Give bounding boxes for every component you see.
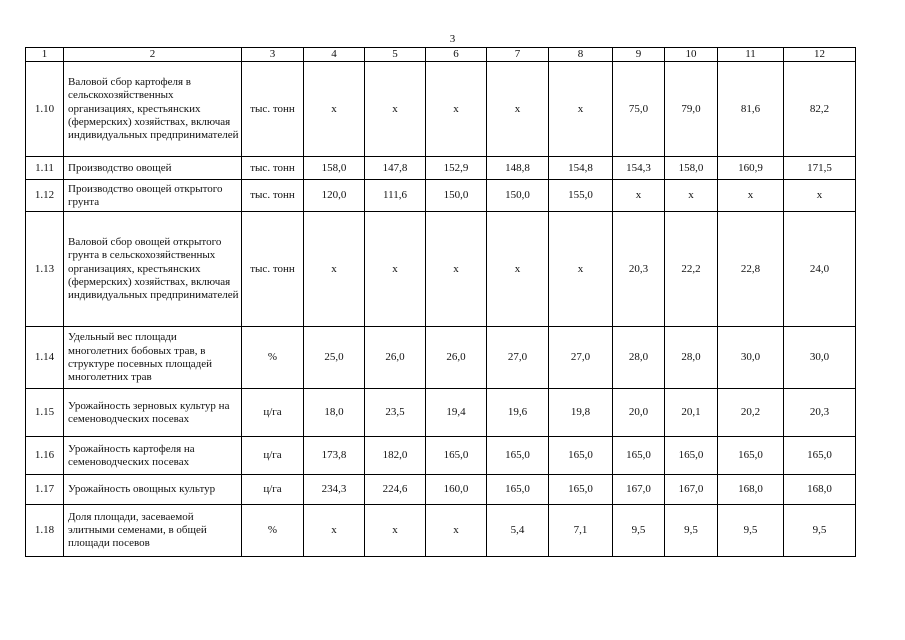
value-cell: x bbox=[426, 62, 487, 157]
value-cell: 20,3 bbox=[784, 389, 856, 437]
unit-cell: тыс. тонн bbox=[242, 62, 304, 157]
value-cell: 81,6 bbox=[718, 62, 784, 157]
value-cell: 167,0 bbox=[665, 475, 718, 505]
column-header: 2 bbox=[64, 48, 242, 62]
column-header: 1 bbox=[26, 48, 64, 62]
column-header: 3 bbox=[242, 48, 304, 62]
row-number: 1.14 bbox=[26, 327, 64, 389]
unit-cell: % bbox=[242, 327, 304, 389]
table-row bbox=[26, 212, 856, 327]
unit-cell: тыс. тонн bbox=[242, 157, 304, 180]
page-number: 3 bbox=[449, 33, 456, 45]
value-cell: 27,0 bbox=[549, 327, 613, 389]
table-row bbox=[26, 180, 856, 212]
value-cell: x bbox=[304, 62, 365, 157]
value-cell: 26,0 bbox=[365, 327, 426, 389]
unit-cell: тыс. тонн bbox=[242, 212, 304, 327]
value-cell: 158,0 bbox=[304, 157, 365, 180]
value-cell: 19,6 bbox=[487, 389, 549, 437]
value-cell: 20,0 bbox=[613, 389, 665, 437]
value-cell: 165,0 bbox=[665, 437, 718, 475]
value-cell: 22,2 bbox=[665, 212, 718, 327]
value-cell: 30,0 bbox=[718, 327, 784, 389]
column-header: 9 bbox=[613, 48, 665, 62]
indicator-name: Удельный вес площади многолетних бобовых трав, в структуре посевных площадей многолетних трав bbox=[64, 327, 242, 389]
row-number: 1.13 bbox=[26, 212, 64, 327]
value-cell: x bbox=[365, 62, 426, 157]
value-cell: 18,0 bbox=[304, 389, 365, 437]
table-row bbox=[26, 389, 856, 437]
value-cell: 234,3 bbox=[304, 475, 365, 505]
unit-cell: % bbox=[242, 505, 304, 557]
value-cell: x bbox=[613, 180, 665, 212]
value-cell: 165,0 bbox=[784, 437, 856, 475]
value-cell: x bbox=[365, 212, 426, 327]
indicator-name: Производство овощей открытого грунта bbox=[64, 180, 242, 212]
column-header: 4 bbox=[304, 48, 365, 62]
row-number: 1.17 bbox=[26, 475, 64, 505]
value-cell: 79,0 bbox=[665, 62, 718, 157]
indicator-name: Производство овощей bbox=[64, 157, 242, 180]
indicator-name: Урожайность картофеля на семеноводческих посевах bbox=[64, 437, 242, 475]
value-cell: 158,0 bbox=[665, 157, 718, 180]
row-number: 1.10 bbox=[26, 62, 64, 157]
value-cell: 19,4 bbox=[426, 389, 487, 437]
column-header: 8 bbox=[549, 48, 613, 62]
value-cell: 168,0 bbox=[784, 475, 856, 505]
indicator-name: Урожайность зерновых культур на семеноводческих посевах bbox=[64, 389, 242, 437]
table-row bbox=[26, 437, 856, 475]
unit-cell: ц/га bbox=[242, 389, 304, 437]
value-cell: 182,0 bbox=[365, 437, 426, 475]
indicator-name: Урожайность овощных культур bbox=[64, 475, 242, 505]
value-cell: 19,8 bbox=[549, 389, 613, 437]
value-cell: 120,0 bbox=[304, 180, 365, 212]
value-cell: 75,0 bbox=[613, 62, 665, 157]
unit-cell: ц/га bbox=[242, 437, 304, 475]
value-cell: 168,0 bbox=[718, 475, 784, 505]
table-header-row bbox=[26, 48, 856, 62]
column-header: 11 bbox=[718, 48, 784, 62]
table-row bbox=[26, 157, 856, 180]
value-cell: 30,0 bbox=[784, 327, 856, 389]
column-header: 6 bbox=[426, 48, 487, 62]
value-cell: 150,0 bbox=[487, 180, 549, 212]
value-cell: 154,8 bbox=[549, 157, 613, 180]
value-cell: 165,0 bbox=[487, 437, 549, 475]
row-number: 1.15 bbox=[26, 389, 64, 437]
value-cell: 111,6 bbox=[365, 180, 426, 212]
value-cell: 155,0 bbox=[549, 180, 613, 212]
row-number: 1.12 bbox=[26, 180, 64, 212]
value-cell: 165,0 bbox=[549, 437, 613, 475]
value-cell: 152,9 bbox=[426, 157, 487, 180]
value-cell: 224,6 bbox=[365, 475, 426, 505]
value-cell: 150,0 bbox=[426, 180, 487, 212]
value-cell: x bbox=[665, 180, 718, 212]
unit-cell: ц/га bbox=[242, 475, 304, 505]
row-number: 1.11 bbox=[26, 157, 64, 180]
value-cell: x bbox=[426, 505, 487, 557]
value-cell: 165,0 bbox=[718, 437, 784, 475]
value-cell: x bbox=[304, 212, 365, 327]
value-cell: 9,5 bbox=[784, 505, 856, 557]
row-number: 1.16 bbox=[26, 437, 64, 475]
value-cell: 23,5 bbox=[365, 389, 426, 437]
value-cell: 20,3 bbox=[613, 212, 665, 327]
value-cell: 167,0 bbox=[613, 475, 665, 505]
value-cell: x bbox=[487, 212, 549, 327]
indicator-name: Доля площади, засеваемой элитными семенами, в общей площади посевов bbox=[64, 505, 242, 557]
table-row bbox=[26, 475, 856, 505]
value-cell: 28,0 bbox=[665, 327, 718, 389]
value-cell: x bbox=[784, 180, 856, 212]
unit-cell: тыс. тонн bbox=[242, 180, 304, 212]
row-number: 1.18 bbox=[26, 505, 64, 557]
value-cell: 7,1 bbox=[549, 505, 613, 557]
value-cell: 24,0 bbox=[784, 212, 856, 327]
value-cell: 148,8 bbox=[487, 157, 549, 180]
column-header: 10 bbox=[665, 48, 718, 62]
value-cell: x bbox=[304, 505, 365, 557]
column-header: 7 bbox=[487, 48, 549, 62]
value-cell: 9,5 bbox=[718, 505, 784, 557]
value-cell: 165,0 bbox=[549, 475, 613, 505]
table-row bbox=[26, 62, 856, 157]
value-cell: 165,0 bbox=[426, 437, 487, 475]
value-cell: x bbox=[549, 212, 613, 327]
value-cell: 22,8 bbox=[718, 212, 784, 327]
value-cell: 165,0 bbox=[613, 437, 665, 475]
value-cell: 20,2 bbox=[718, 389, 784, 437]
value-cell: 173,8 bbox=[304, 437, 365, 475]
value-cell: 9,5 bbox=[665, 505, 718, 557]
value-cell: 171,5 bbox=[784, 157, 856, 180]
value-cell: 5,4 bbox=[487, 505, 549, 557]
value-cell: x bbox=[549, 62, 613, 157]
value-cell: 82,2 bbox=[784, 62, 856, 157]
column-header: 12 bbox=[784, 48, 856, 62]
column-header: 5 bbox=[365, 48, 426, 62]
value-cell: 160,9 bbox=[718, 157, 784, 180]
indicators-table bbox=[25, 47, 856, 557]
value-cell: x bbox=[718, 180, 784, 212]
value-cell: 25,0 bbox=[304, 327, 365, 389]
value-cell: 20,1 bbox=[665, 389, 718, 437]
table-row bbox=[26, 327, 856, 389]
value-cell: x bbox=[426, 212, 487, 327]
value-cell: 28,0 bbox=[613, 327, 665, 389]
value-cell: 160,0 bbox=[426, 475, 487, 505]
value-cell: x bbox=[365, 505, 426, 557]
value-cell: x bbox=[487, 62, 549, 157]
value-cell: 9,5 bbox=[613, 505, 665, 557]
value-cell: 165,0 bbox=[487, 475, 549, 505]
value-cell: 26,0 bbox=[426, 327, 487, 389]
indicator-name: Валовой сбор картофеля в сельскохозяйственных организациях, крестьянских (фермерских) хозяйствах, включая индивидуальных предпринимателей bbox=[64, 62, 242, 157]
indicator-name: Валовой сбор овощей открытого грунта в сельскохозяйственных организациях, крестьянских (фермерских) хозяйствах, включая индивидуальных предпринимателей bbox=[64, 212, 242, 327]
table-row bbox=[26, 505, 856, 557]
value-cell: 147,8 bbox=[365, 157, 426, 180]
value-cell: 154,3 bbox=[613, 157, 665, 180]
value-cell: 27,0 bbox=[487, 327, 549, 389]
